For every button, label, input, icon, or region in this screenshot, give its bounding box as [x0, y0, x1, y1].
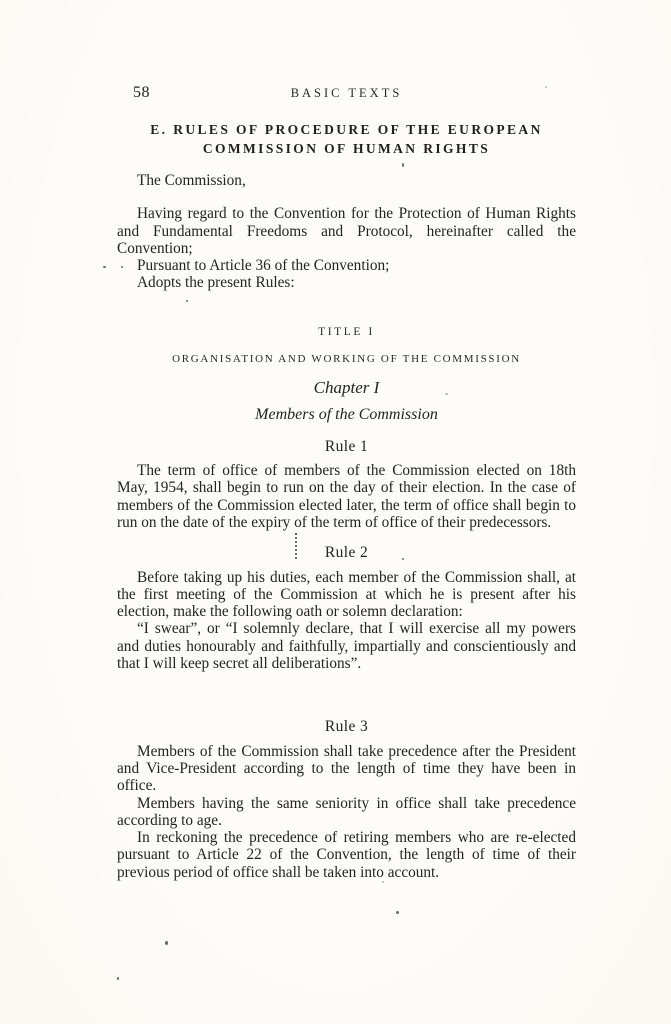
running-header [117, 84, 576, 102]
scan-speck [165, 941, 168, 945]
scan-speck [382, 881, 384, 883]
scan-speck [402, 163, 404, 167]
scan-speck [117, 977, 119, 980]
document-title-line1: E. RULES OF PROCEDURE OF THE EUROPEAN [150, 122, 543, 137]
scan-speck [103, 266, 106, 268]
preamble-paragraph: Pursuant to Article 36 of the Convention; [137, 257, 390, 275]
rule-1-heading: Rule 1 [324, 437, 369, 455]
rule-2-section [117, 544, 576, 672]
title-i-heading: TITLE I [318, 325, 375, 338]
chapter-subtitle: Members of the Commission [255, 405, 438, 423]
document-title [117, 120, 576, 158]
rule-3-section [117, 718, 576, 881]
scan-speck [121, 266, 123, 268]
preamble-paragraph: Adopts the present Rules: [137, 274, 295, 292]
scan-dotted-artifact [295, 533, 299, 559]
rule-3-paragraph: Members of the Commission shall take precedence after the President and Vice-President according to the length of time they have been in office. [117, 742, 576, 795]
rule-3-heading: Rule 3 [324, 718, 369, 736]
running-head-title: BASIC TEXTS [290, 86, 403, 100]
page-number: 58 [133, 84, 150, 101]
rule-2-heading: Rule 2 [324, 544, 369, 562]
scan-speck [402, 558, 404, 560]
rule-1-section [117, 438, 576, 531]
rule-3-paragraph: Members having the same seniority in office shall take precedence according to age. [117, 794, 576, 829]
scan-speck [186, 300, 188, 302]
scan-speck [545, 86, 547, 88]
rule-1-paragraph: The term of office of members of the Commission elected on 18th May, 1954, shall begin to run on the day of their election. In the case of members of the Commission elected later, the term of office shall begin to run on the date of the expiry of the term of office of their predecessors. [117, 462, 576, 531]
scan-speck [396, 911, 399, 914]
scan-speck [445, 393, 448, 395]
document-title-line2: COMMISSION OF HUMAN RIGHTS [202, 141, 491, 156]
text-block [117, 84, 576, 881]
chapter-heading: Chapter I [313, 377, 380, 397]
preamble-intro: The Commission, [137, 172, 246, 189]
title-i-subtitle: ORGANISATION AND WORKING OF THE COMMISSION [172, 352, 521, 365]
rule-2-paragraph: “I swear”, or “I solemnly declare, that I will exercise all my powers and duties honourably and faithfully, impartially and conscientiously and that I will keep secret all deliberations”. [117, 620, 576, 673]
preamble-paragraph: Having regard to the Convention for the Protection of Human Rights and Fundamental Freedoms and Protocol, hereinafter called the Convention; [117, 205, 576, 257]
rule-2-paragraph: Before taking up his duties, each member of the Commission shall, at the first meeting of the Commission at which he is present after his election, make the following oath or solemn declaration: [117, 568, 576, 621]
rule-3-paragraph: In reckoning the precedence of retiring members who are re-elected pursuant to Article 22 of the Convention, the length of time of their previous period of office shall be taken into account. [117, 829, 576, 881]
